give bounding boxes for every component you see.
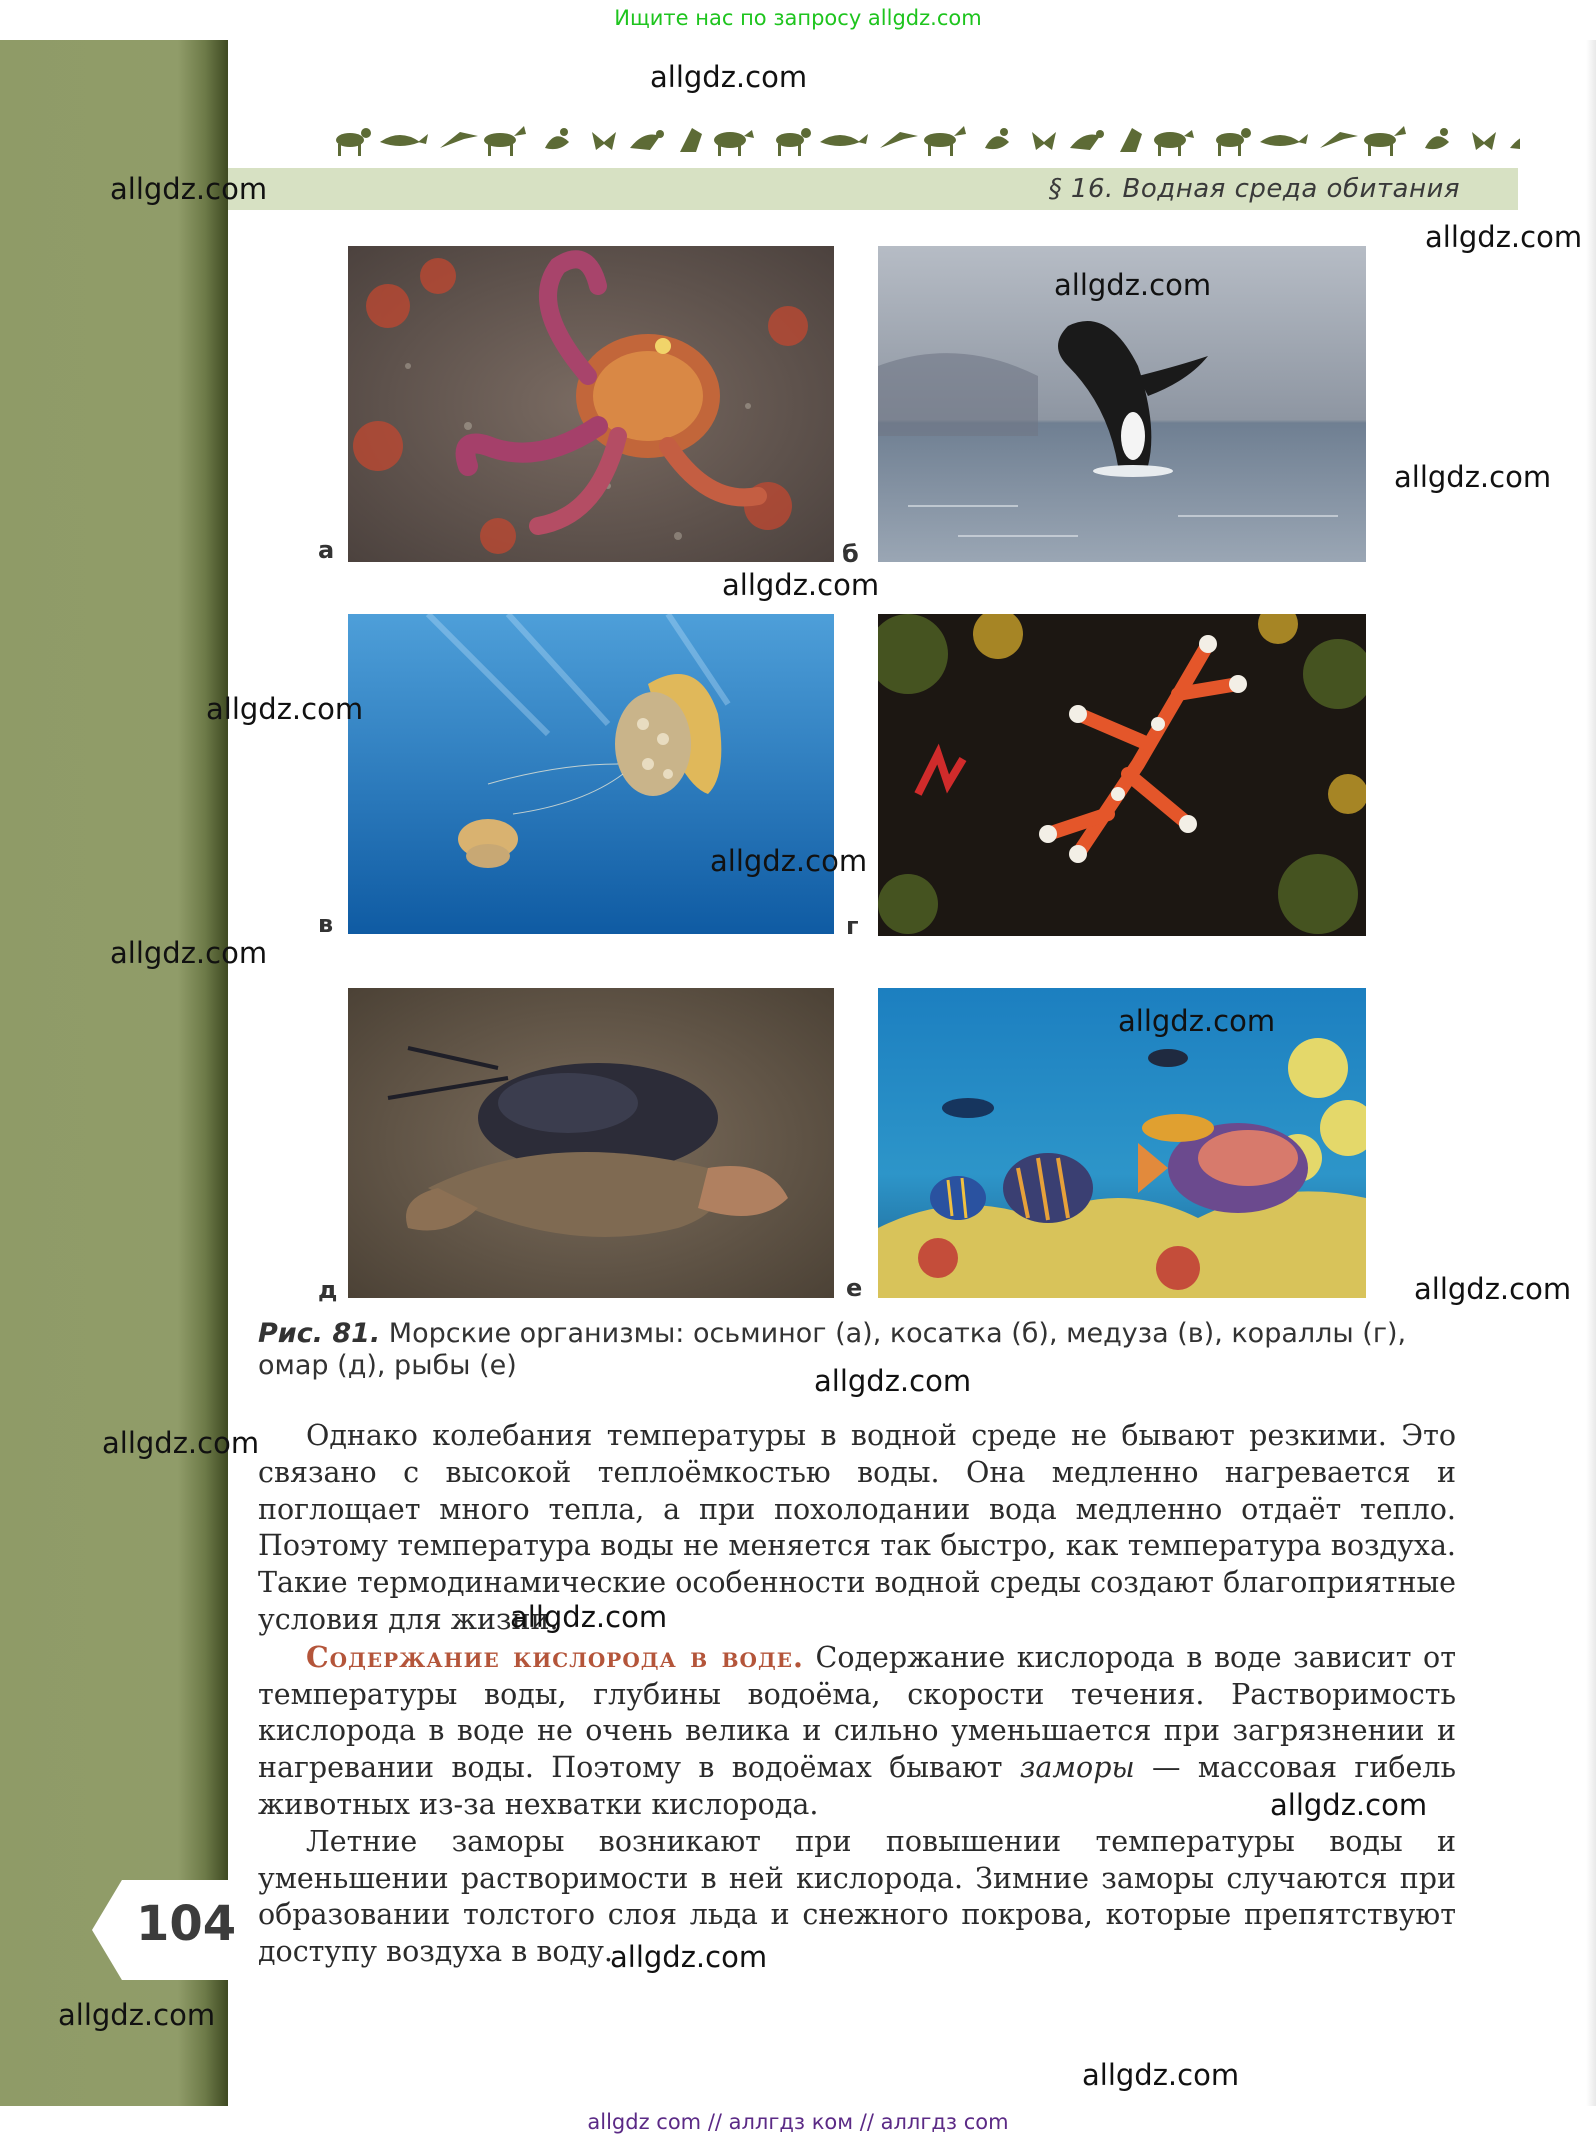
watermark: allgdz.com: [510, 1600, 668, 1634]
watermark: allgdz.com: [814, 1364, 972, 1398]
watermark: allgdz.com: [710, 844, 868, 878]
photo-octopus: [348, 246, 834, 562]
watermark: allgdz.com: [1394, 460, 1552, 494]
term-zamory: заморы: [1019, 1751, 1135, 1785]
watermark: allgdz.com: [1425, 220, 1583, 254]
watermark: allgdz.com: [1270, 1788, 1428, 1822]
watermark: allgdz.com: [1054, 268, 1212, 302]
photo-label-d: д: [318, 1276, 338, 1304]
watermark: allgdz.com: [650, 60, 808, 94]
body-text: [258, 1418, 1456, 1971]
inline-heading-oxygen: Содержание кислорода в воде.: [306, 1639, 804, 1674]
photo-label-a: а: [318, 536, 335, 564]
paragraph-oxygen-text-b: — массовая гибель животных из-за нехватки кислорода.: [258, 1751, 1456, 1821]
page-edge-shadow: [1586, 40, 1596, 2106]
photo-label-v: в: [318, 910, 334, 938]
watermark: allgdz.com: [110, 936, 268, 970]
photo-label-e: е: [846, 1274, 863, 1302]
page-number: 104: [136, 1896, 237, 1952]
photo-coral: [878, 614, 1366, 936]
figure-caption-text: Морские организмы: осьминог (а), косатка (б), медуза (в), кораллы (г), омар (д), рыбы (е): [258, 1318, 1407, 1381]
top-search-link[interactable]: Ищите нас по запросу allgdz.com: [614, 6, 982, 30]
watermark: allgdz.com: [722, 568, 880, 602]
paragraph-temperature: Однако колебания температуры в водной среде не бывают резкими. Это связано с высокой теплоёмкостью воды. Она медленно нагревается и поглощает много тепла, а при похолодании вода медленно отдаёт тепло. Поэтому температура воды не меняется так быстро, как температура воздуха. Такие термодинамические особенности водной среды создают благоприятные условия для жизни.: [258, 1419, 1456, 1636]
watermark: allgdz.com: [1414, 1272, 1572, 1306]
photo-lobster: [348, 988, 834, 1298]
photo-label-b: б: [842, 540, 859, 568]
animal-silhouettes-decoration: [330, 118, 1520, 162]
watermark: allgdz.com: [110, 172, 268, 206]
figure-number: Рис. 81.: [258, 1318, 381, 1349]
watermark: allgdz.com: [1082, 2058, 1240, 2092]
section-title: § 16. Водная среда обитания: [1048, 174, 1460, 204]
paragraph-oxygen-text-a: Содержание кислорода в воде зависит от температуры воды, глубины водоёма, скорости течения. Растворимость кислорода в воде не очень велика и сильно уменьшается при загрязнении и нагревании воды. Поэтому в водоёмах бывают: [258, 1640, 1456, 1785]
paragraph-zamory: Летние заморы возникают при повышении температуры воды и уменьшении растворимости в ней кислорода. Зимние заморы случаются при образовании толстого слоя льда и снежного покрова, которые препятствуют доступу воздуха в воду.: [258, 1824, 1456, 1969]
watermark: allgdz.com: [1118, 1004, 1276, 1038]
page-sidebar: [0, 40, 237, 2106]
watermark: allgdz.com: [58, 1998, 216, 2032]
bottom-site-links[interactable]: allgdz com // аллгдз ком // аллгдз com: [587, 2110, 1009, 2134]
section-header-bar: [228, 168, 1518, 210]
watermark: allgdz.com: [206, 692, 364, 726]
watermark: allgdz.com: [102, 1426, 260, 1460]
photo-jellyfish: [348, 614, 834, 934]
photo-label-g: г: [846, 912, 859, 940]
watermark: allgdz.com: [610, 1940, 768, 1974]
